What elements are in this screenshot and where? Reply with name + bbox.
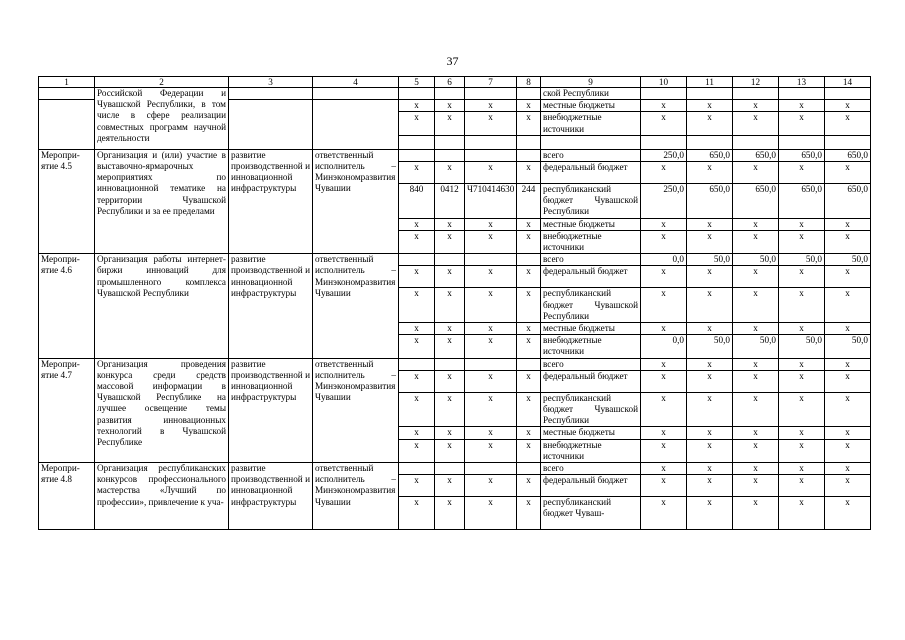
amount-cell: х bbox=[733, 358, 779, 370]
empty-cell bbox=[435, 135, 465, 149]
budget-code-cell: 840 bbox=[399, 184, 435, 219]
task-cell: развитие производственной и инновационной инфраструктуры bbox=[229, 149, 313, 253]
budget-code-cell bbox=[517, 254, 541, 266]
amount-cell: х bbox=[733, 439, 779, 462]
amount-cell: х bbox=[733, 463, 779, 475]
budget-code-cell: х bbox=[435, 439, 465, 462]
value-cell: х bbox=[687, 112, 733, 135]
amount-cell: 650,0 bbox=[779, 184, 825, 219]
amount-cell: х bbox=[779, 323, 825, 335]
header-cell-2: 2 bbox=[95, 77, 229, 88]
executor-cell: ответственный исполнитель – Минэкономразвития Чувашии bbox=[313, 463, 399, 530]
header-cell-7: 7 bbox=[465, 77, 517, 88]
amount-cell: х bbox=[687, 392, 733, 427]
header-cell-6: 6 bbox=[435, 77, 465, 88]
amount-cell: 50,0 bbox=[825, 254, 871, 266]
amount-cell: х bbox=[641, 463, 687, 475]
amount-cell: 50,0 bbox=[825, 335, 871, 358]
value-cell: х bbox=[779, 112, 825, 135]
funding-source-cell: республиканский бюджет Чувашской Республики bbox=[541, 392, 641, 427]
task-cell bbox=[229, 100, 313, 112]
budget-code-cell: х bbox=[465, 439, 517, 462]
budget-code-cell bbox=[517, 463, 541, 475]
page-number: 37 bbox=[446, 54, 459, 68]
amount-cell: х bbox=[779, 463, 825, 475]
amount-cell: х bbox=[779, 370, 825, 392]
budget-code-cell: х bbox=[465, 335, 517, 358]
amount-cell: х bbox=[779, 162, 825, 184]
budget-code-cell: Ч710414630 bbox=[465, 184, 517, 219]
header-cell-9: 9 bbox=[541, 77, 641, 88]
amount-cell: х bbox=[825, 218, 871, 230]
budget-code-cell: х bbox=[435, 323, 465, 335]
budget-code-cell: х bbox=[517, 370, 541, 392]
measure-name-cell: Российской Федерации и Чувашской Республики, в том числе в сфере реализации совместных программ научной деятельности bbox=[95, 88, 229, 150]
amount-cell: х bbox=[733, 162, 779, 184]
value-cell bbox=[465, 88, 517, 100]
amount-cell: 650,0 bbox=[779, 149, 825, 161]
budget-code-cell: х bbox=[399, 392, 435, 427]
budget-code-cell: х bbox=[517, 218, 541, 230]
budget-code-cell: х bbox=[517, 335, 541, 358]
budget-code-cell: х bbox=[465, 162, 517, 184]
measure-id-cell: Меропри-ятие 4.5 bbox=[39, 149, 95, 253]
funding-source-cell: республиканский бюджет Чуваш- bbox=[541, 497, 641, 530]
amount-cell: х bbox=[733, 323, 779, 335]
value-cell: х bbox=[641, 112, 687, 135]
funding-source-cell: внебюджетные источники bbox=[541, 112, 641, 135]
funding-source-cell: внебюджетные источники bbox=[541, 439, 641, 462]
executor-cell: ответственный исполнитель – Минэкономразвития Чувашии bbox=[313, 254, 399, 358]
amount-cell: х bbox=[825, 427, 871, 439]
funding-source-cell: всего bbox=[541, 254, 641, 266]
program-table bbox=[38, 76, 871, 530]
amount-cell: 50,0 bbox=[779, 335, 825, 358]
budget-code-cell bbox=[465, 358, 517, 370]
measure-name-cell: Организация работы интернет-биржи инноваций для промышленного комплекса Чувашской Республики bbox=[95, 254, 229, 358]
amount-cell: х bbox=[687, 439, 733, 462]
empty-cell bbox=[517, 135, 541, 149]
measure-id-cell: Меропри-ятие 4.8 bbox=[39, 463, 95, 530]
executor-cell bbox=[313, 112, 399, 135]
amount-cell: х bbox=[687, 475, 733, 497]
amount-cell: 0,0 bbox=[641, 254, 687, 266]
amount-cell: х bbox=[733, 427, 779, 439]
funding-source-cell: всего bbox=[541, 358, 641, 370]
amount-cell: х bbox=[825, 392, 871, 427]
amount-cell: х bbox=[641, 288, 687, 323]
value-cell: х bbox=[435, 100, 465, 112]
task-cell bbox=[229, 112, 313, 135]
empty-cell bbox=[733, 135, 779, 149]
amount-cell: 50,0 bbox=[687, 254, 733, 266]
budget-code-cell: х bbox=[435, 427, 465, 439]
header-cell-14: 14 bbox=[825, 77, 871, 88]
budget-code-cell: х bbox=[465, 497, 517, 530]
executor-cell: ответственный исполнитель – Минэкономразвития Чувашии bbox=[313, 149, 399, 253]
amount-cell: х bbox=[687, 218, 733, 230]
header-cell-5: 5 bbox=[399, 77, 435, 88]
funding-source-cell: всего bbox=[541, 463, 641, 475]
amount-cell: х bbox=[733, 230, 779, 253]
amount-cell: 0,0 bbox=[641, 335, 687, 358]
amount-cell: х bbox=[825, 288, 871, 323]
amount-cell: х bbox=[825, 463, 871, 475]
funding-source-cell: внебюджетные источники bbox=[541, 230, 641, 253]
funding-source-cell: местные бюджеты bbox=[541, 427, 641, 439]
amount-cell: х bbox=[641, 497, 687, 530]
empty-cell bbox=[825, 135, 871, 149]
amount-cell: х bbox=[825, 497, 871, 530]
budget-code-cell: х bbox=[465, 288, 517, 323]
table-row bbox=[39, 358, 871, 370]
amount-cell: х bbox=[641, 218, 687, 230]
budget-code-cell: х bbox=[435, 218, 465, 230]
table-row bbox=[39, 88, 871, 100]
amount-cell: х bbox=[687, 230, 733, 253]
measure-id-cell bbox=[39, 88, 95, 100]
budget-code-cell: х bbox=[399, 162, 435, 184]
amount-cell: 50,0 bbox=[733, 335, 779, 358]
header-cell-3: 3 bbox=[229, 77, 313, 88]
value-cell: х bbox=[465, 100, 517, 112]
budget-code-cell: х bbox=[435, 288, 465, 323]
budget-code-cell bbox=[399, 254, 435, 266]
budget-code-cell: 244 bbox=[517, 184, 541, 219]
budget-code-cell bbox=[399, 358, 435, 370]
amount-cell: х bbox=[733, 392, 779, 427]
measure-id-cell bbox=[39, 112, 95, 135]
measure-id-cell: Меропри-ятие 4.6 bbox=[39, 254, 95, 358]
amount-cell: х bbox=[733, 266, 779, 288]
amount-cell: 650,0 bbox=[733, 149, 779, 161]
budget-code-cell: х bbox=[399, 288, 435, 323]
amount-cell: х bbox=[779, 218, 825, 230]
empty-cell bbox=[399, 135, 435, 149]
budget-code-cell: х bbox=[399, 335, 435, 358]
empty-cell bbox=[465, 135, 517, 149]
budget-code-cell: х bbox=[435, 370, 465, 392]
amount-cell: х bbox=[641, 323, 687, 335]
header-cell-13: 13 bbox=[779, 77, 825, 88]
budget-code-cell: х bbox=[435, 335, 465, 358]
value-cell bbox=[733, 88, 779, 100]
amount-cell: х bbox=[779, 392, 825, 427]
budget-code-cell: х bbox=[465, 218, 517, 230]
header-cell-12: 12 bbox=[733, 77, 779, 88]
amount-cell: х bbox=[825, 230, 871, 253]
budget-code-cell: х bbox=[517, 230, 541, 253]
amount-cell: 250,0 bbox=[641, 184, 687, 219]
header-cell-11: 11 bbox=[687, 77, 733, 88]
measure-name-cell: Организация республиканских конкурсов профессионального мастерства «Лучший по профессии», привлечение к уча- bbox=[95, 463, 229, 530]
amount-cell: х bbox=[641, 439, 687, 462]
table-row bbox=[39, 463, 871, 475]
funding-source-cell: федеральный бюджет bbox=[541, 266, 641, 288]
amount-cell: 650,0 bbox=[733, 184, 779, 219]
amount-cell: х bbox=[733, 218, 779, 230]
amount-cell: х bbox=[733, 288, 779, 323]
budget-code-cell: х bbox=[435, 392, 465, 427]
budget-code-cell bbox=[399, 149, 435, 161]
amount-cell: х bbox=[687, 266, 733, 288]
measure-id-cell bbox=[39, 100, 95, 112]
amount-cell: х bbox=[825, 370, 871, 392]
funding-source-cell: республиканский бюджет Чувашской Республики bbox=[541, 184, 641, 219]
header-cell-8: 8 bbox=[517, 77, 541, 88]
amount-cell: х bbox=[779, 230, 825, 253]
funding-source-cell: федеральный бюджет bbox=[541, 370, 641, 392]
value-cell: х bbox=[517, 100, 541, 112]
amount-cell: х bbox=[641, 358, 687, 370]
executor-cell bbox=[313, 135, 399, 149]
budget-code-cell: х bbox=[517, 162, 541, 184]
budget-code-cell: х bbox=[435, 475, 465, 497]
empty-cell bbox=[541, 135, 641, 149]
amount-cell: х bbox=[733, 370, 779, 392]
measure-id-cell bbox=[39, 135, 95, 149]
budget-code-cell: х bbox=[517, 497, 541, 530]
budget-code-cell: х bbox=[399, 439, 435, 462]
value-cell bbox=[399, 88, 435, 100]
budget-code-cell bbox=[517, 149, 541, 161]
budget-code-cell: х bbox=[517, 475, 541, 497]
budget-code-cell: х bbox=[399, 370, 435, 392]
task-cell: развитие производственной и инновационной инфраструктуры bbox=[229, 358, 313, 462]
value-cell bbox=[779, 88, 825, 100]
funding-source-cell: республиканский бюджет Чувашской Республики bbox=[541, 288, 641, 323]
value-cell bbox=[687, 88, 733, 100]
amount-cell: х bbox=[687, 427, 733, 439]
budget-code-cell: х bbox=[465, 266, 517, 288]
task-cell: развитие производственной и инновационной инфраструктуры bbox=[229, 254, 313, 358]
budget-code-cell: х bbox=[517, 323, 541, 335]
amount-cell: х bbox=[687, 497, 733, 530]
budget-code-cell: х bbox=[435, 266, 465, 288]
value-cell bbox=[825, 88, 871, 100]
amount-cell: х bbox=[825, 439, 871, 462]
budget-code-cell: 0412 bbox=[435, 184, 465, 219]
value-cell: х bbox=[733, 112, 779, 135]
value-cell: х bbox=[435, 112, 465, 135]
amount-cell: х bbox=[825, 266, 871, 288]
executor-cell bbox=[313, 100, 399, 112]
value-cell: х bbox=[825, 100, 871, 112]
budget-code-cell: х bbox=[465, 392, 517, 427]
executor-cell bbox=[313, 88, 399, 100]
amount-cell: х bbox=[687, 463, 733, 475]
measure-name-cell: Организация проведения конкурса среди средств массовой информации в Чувашской Республике на лучшее освещение темы развития инновационных технологий в Чувашской Республике bbox=[95, 358, 229, 462]
value-cell: х bbox=[465, 112, 517, 135]
funding-source-cell: ской Республики bbox=[541, 88, 641, 100]
value-cell: х bbox=[825, 112, 871, 135]
value-cell: х bbox=[399, 100, 435, 112]
value-cell bbox=[517, 88, 541, 100]
header-cell-10: 10 bbox=[641, 77, 687, 88]
budget-code-cell: х bbox=[399, 427, 435, 439]
amount-cell: х bbox=[733, 497, 779, 530]
value-cell bbox=[641, 88, 687, 100]
amount-cell: х bbox=[687, 323, 733, 335]
budget-code-cell bbox=[465, 254, 517, 266]
table-row bbox=[39, 254, 871, 266]
budget-code-cell: х bbox=[517, 288, 541, 323]
budget-code-cell: х bbox=[465, 475, 517, 497]
budget-code-cell bbox=[399, 463, 435, 475]
budget-code-cell: х bbox=[517, 427, 541, 439]
amount-cell: х bbox=[641, 370, 687, 392]
value-cell: х bbox=[733, 100, 779, 112]
funding-source-cell: местные бюджеты bbox=[541, 100, 641, 112]
amount-cell: х bbox=[733, 475, 779, 497]
budget-code-cell bbox=[435, 358, 465, 370]
value-cell: х bbox=[687, 100, 733, 112]
budget-code-cell: х bbox=[399, 218, 435, 230]
budget-code-cell: х bbox=[517, 266, 541, 288]
empty-cell bbox=[687, 135, 733, 149]
header-row bbox=[39, 77, 871, 88]
amount-cell: х bbox=[687, 370, 733, 392]
value-cell bbox=[435, 88, 465, 100]
budget-code-cell: х bbox=[517, 392, 541, 427]
amount-cell: х bbox=[825, 358, 871, 370]
budget-code-cell: х bbox=[435, 230, 465, 253]
measure-name-cell: Организация и (или) участие в выставочно-ярмарочных мероприятиях по инновационной тематике на территории Чувашской Республики и за ее пределами bbox=[95, 149, 229, 253]
budget-code-cell bbox=[435, 254, 465, 266]
amount-cell: х bbox=[779, 475, 825, 497]
task-cell bbox=[229, 135, 313, 149]
budget-code-cell: х bbox=[465, 427, 517, 439]
amount-cell: х bbox=[779, 427, 825, 439]
funding-source-cell: федеральный бюджет bbox=[541, 475, 641, 497]
amount-cell: 650,0 bbox=[687, 184, 733, 219]
task-cell: развитие производственной и инновационной инфраструктуры bbox=[229, 463, 313, 530]
funding-source-cell: всего bbox=[541, 149, 641, 161]
amount-cell: 250,0 bbox=[641, 149, 687, 161]
amount-cell: 650,0 bbox=[825, 149, 871, 161]
budget-code-cell bbox=[465, 149, 517, 161]
budget-code-cell: х bbox=[399, 323, 435, 335]
amount-cell: х bbox=[641, 392, 687, 427]
budget-code-cell: х bbox=[435, 497, 465, 530]
amount-cell: х bbox=[779, 439, 825, 462]
header-cell-1: 1 bbox=[39, 77, 95, 88]
budget-code-cell bbox=[435, 149, 465, 161]
funding-source-cell: внебюджетные источники bbox=[541, 335, 641, 358]
funding-source-cell: местные бюджеты bbox=[541, 323, 641, 335]
amount-cell: х bbox=[825, 162, 871, 184]
amount-cell: х bbox=[825, 475, 871, 497]
budget-code-cell: х bbox=[465, 323, 517, 335]
budget-code-cell bbox=[465, 463, 517, 475]
amount-cell: х bbox=[641, 266, 687, 288]
amount-cell: х bbox=[779, 497, 825, 530]
amount-cell: х bbox=[825, 323, 871, 335]
value-cell: х bbox=[517, 112, 541, 135]
table-row bbox=[39, 149, 871, 161]
amount-cell: х bbox=[641, 230, 687, 253]
amount-cell: х bbox=[687, 288, 733, 323]
amount-cell: х bbox=[687, 358, 733, 370]
amount-cell: 650,0 bbox=[687, 149, 733, 161]
task-cell bbox=[229, 88, 313, 100]
budget-code-cell: х bbox=[399, 497, 435, 530]
budget-code-cell: х bbox=[399, 230, 435, 253]
executor-cell: ответственный исполнитель – Минэкономразвития Чувашии bbox=[313, 358, 399, 462]
value-cell: х bbox=[779, 100, 825, 112]
value-cell: х bbox=[399, 112, 435, 135]
amount-cell: х bbox=[779, 266, 825, 288]
budget-code-cell bbox=[517, 358, 541, 370]
amount-cell: х bbox=[687, 162, 733, 184]
amount-cell: х bbox=[641, 475, 687, 497]
empty-cell bbox=[779, 135, 825, 149]
budget-code-cell: х bbox=[399, 475, 435, 497]
amount-cell: х bbox=[779, 288, 825, 323]
amount-cell: 50,0 bbox=[779, 254, 825, 266]
budget-code-cell: х bbox=[465, 370, 517, 392]
amount-cell: 50,0 bbox=[687, 335, 733, 358]
budget-code-cell: х bbox=[517, 439, 541, 462]
amount-cell: 50,0 bbox=[733, 254, 779, 266]
budget-code-cell: х bbox=[399, 266, 435, 288]
funding-source-cell: федеральный бюджет bbox=[541, 162, 641, 184]
budget-code-cell bbox=[435, 463, 465, 475]
header-cell-4: 4 bbox=[313, 77, 399, 88]
amount-cell: 650,0 bbox=[825, 184, 871, 219]
measure-id-cell: Меропри-ятие 4.7 bbox=[39, 358, 95, 462]
amount-cell: х bbox=[641, 427, 687, 439]
value-cell: х bbox=[641, 100, 687, 112]
budget-code-cell: х bbox=[465, 230, 517, 253]
budget-code-cell: х bbox=[435, 162, 465, 184]
amount-cell: х bbox=[641, 162, 687, 184]
amount-cell: х bbox=[779, 358, 825, 370]
funding-source-cell: местные бюджеты bbox=[541, 218, 641, 230]
empty-cell bbox=[641, 135, 687, 149]
